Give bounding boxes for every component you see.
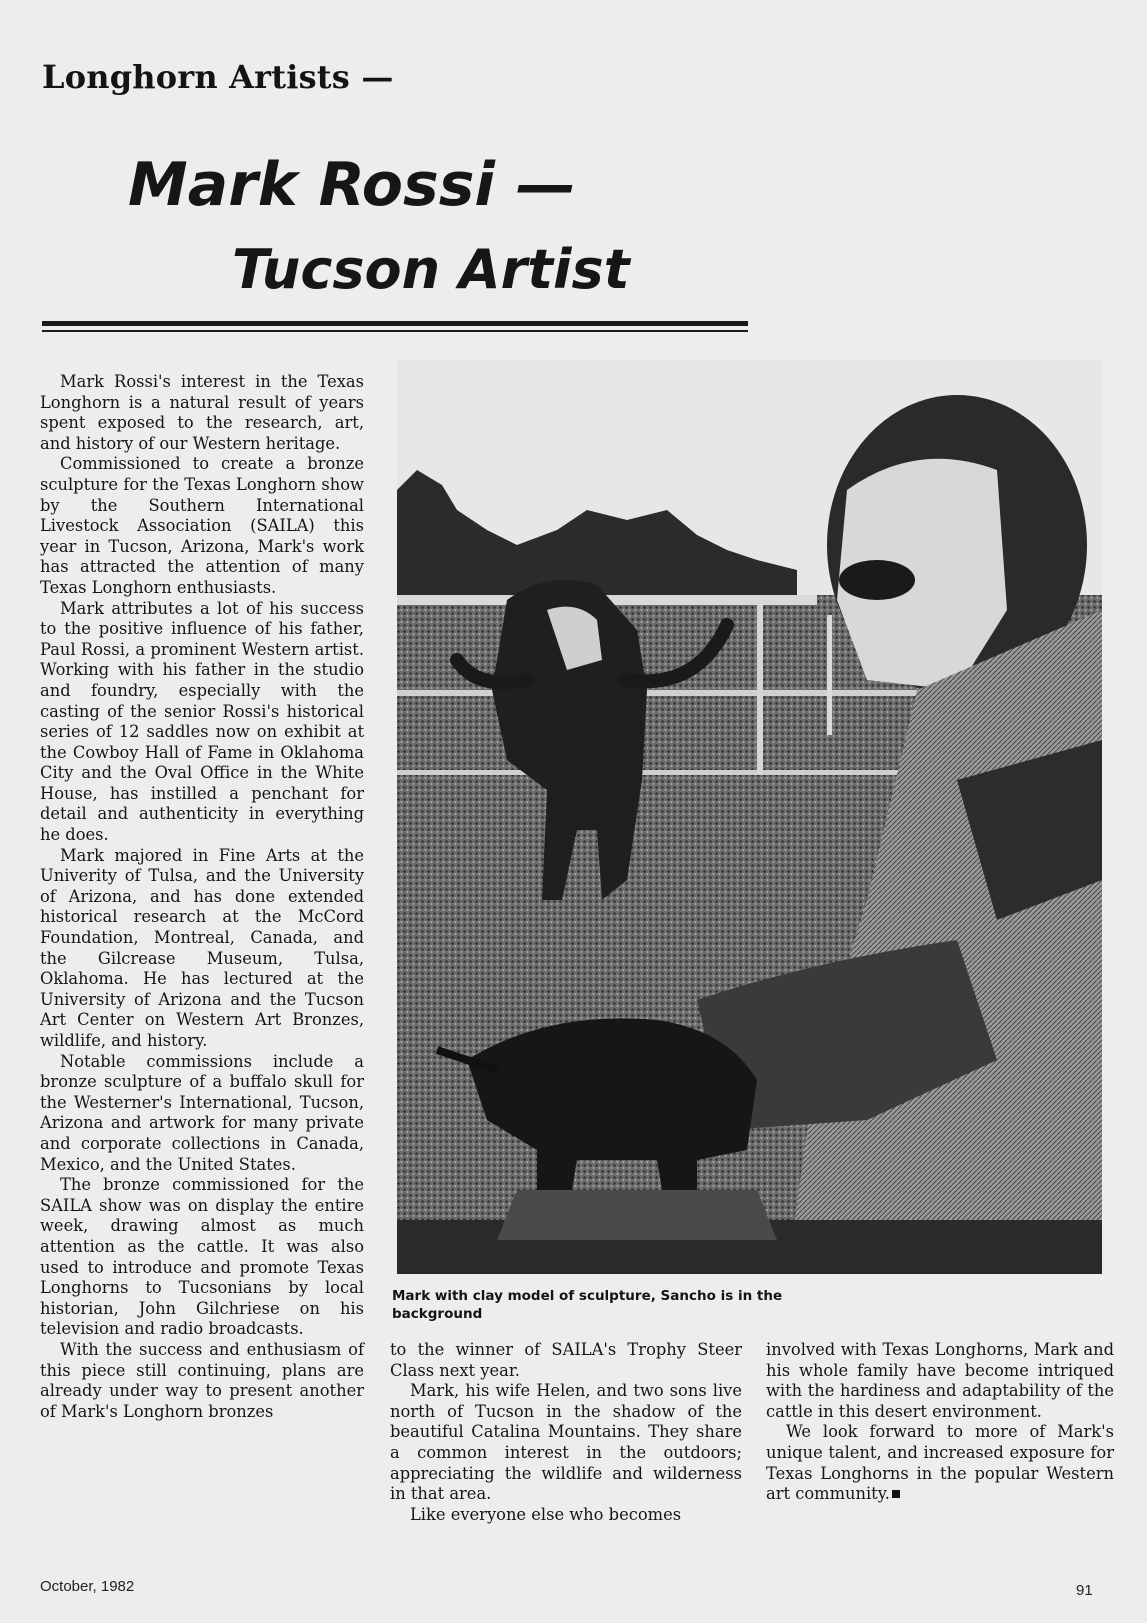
article-column-1 [40, 372, 364, 1422]
paragraph: Mark Rossi's interest in the Texas Longhorn is a natural result of years spent exposed to the research, art, and history of our Western heritage. [40, 372, 364, 453]
article-title-line1: Mark Rossi — [128, 150, 576, 220]
article-title-line2: Tucson Artist [232, 238, 630, 301]
photo-caption: Mark with clay model of sculpture, Sancho is in the background [392, 1288, 783, 1322]
paragraph: Mark attributes a lot of his success to the positive influence of his father, Paul Rossi, a prominent Western artist. Working with his father in the studio and foundry, especially with the casting of the senior Rossi's historical series of 12 saddles now on exhibit at the Cowboy Hall of Fame in Oklahoma City and the Oval Office in the White House, has instilled a penchant for detail and authenticity in everything he does. [40, 598, 364, 845]
article-photo [397, 360, 1102, 1274]
paragraph: The bronze commissioned for the SAILA show was on display the entire week, drawing almost as much attention as the cattle. It was also used to introduce and promote Texas Longhorns to Tucsonians by local historian, John Gilchriese on his television and radio broadcasts. [40, 1175, 364, 1339]
article-column-3 [766, 1340, 1114, 1505]
issue-date: October, 1982 [40, 1578, 135, 1595]
paragraph: Mark, his wife Helen, and two sons live north of Tucson in the shadow of the beautiful Catalina Mountains. They share a common interest in the outdoors; appreciating the wildlife and wilderness in that area. [390, 1381, 742, 1504]
paragraph: Notable commissions include a bronze sculpture of a buffalo skull for the Westerner's International, Tucson, Arizona and artwork for many private and corporate collections in Canada, Mexico, and the United States. [40, 1051, 364, 1174]
paragraph [766, 1422, 1114, 1504]
article-column-2 [390, 1340, 742, 1525]
paragraph: With the success and enthusiasm of this piece still continuing, plans are already under way to present another of Mark's Longhorn bronzes [40, 1339, 364, 1421]
title-rule-thick [42, 321, 748, 326]
paragraph: Commissioned to create a bronze sculpture for the Texas Longhorn show by the Southern International Livestock Association (SAILA) this year in Tucson, Arizona, Mark's work has attracted the attention of many Texas Longhorn enthusiasts. [40, 454, 364, 597]
title-rule-thin [42, 330, 748, 332]
paragraph: Mark majored in Fine Arts at the Univerity of Tulsa, and the University of Arizona, and has done extended historical research at the McCord Foundation, Montreal, Canada, and the Gilcrease Museum, Tulsa, Oklahoma. He has lectured at the University of Arizona and the Tucson Art Center on Western Art Bronzes, wildlife, and history. [40, 845, 364, 1050]
photo-artist-with-longhorn [397, 360, 1102, 1274]
paragraph: Like everyone else who becomes [410, 1504, 682, 1524]
paragraph-text: We look forward to more of Mark's unique talent, and increased exposure for Texas Longhorns in the popular Western art community. [766, 1422, 1114, 1504]
section-heading: Longhorn Artists — [42, 58, 394, 96]
end-of-article-mark [892, 1490, 900, 1498]
page-number: 91 [1076, 1582, 1093, 1599]
paragraph: to the winner of SAILA's Trophy Steer Class next year. [390, 1340, 742, 1380]
paragraph: involved with Texas Longhorns, Mark and his whole family have become intriqued with the hardiness and adaptability of the cattle in this desert environment. [766, 1340, 1114, 1421]
